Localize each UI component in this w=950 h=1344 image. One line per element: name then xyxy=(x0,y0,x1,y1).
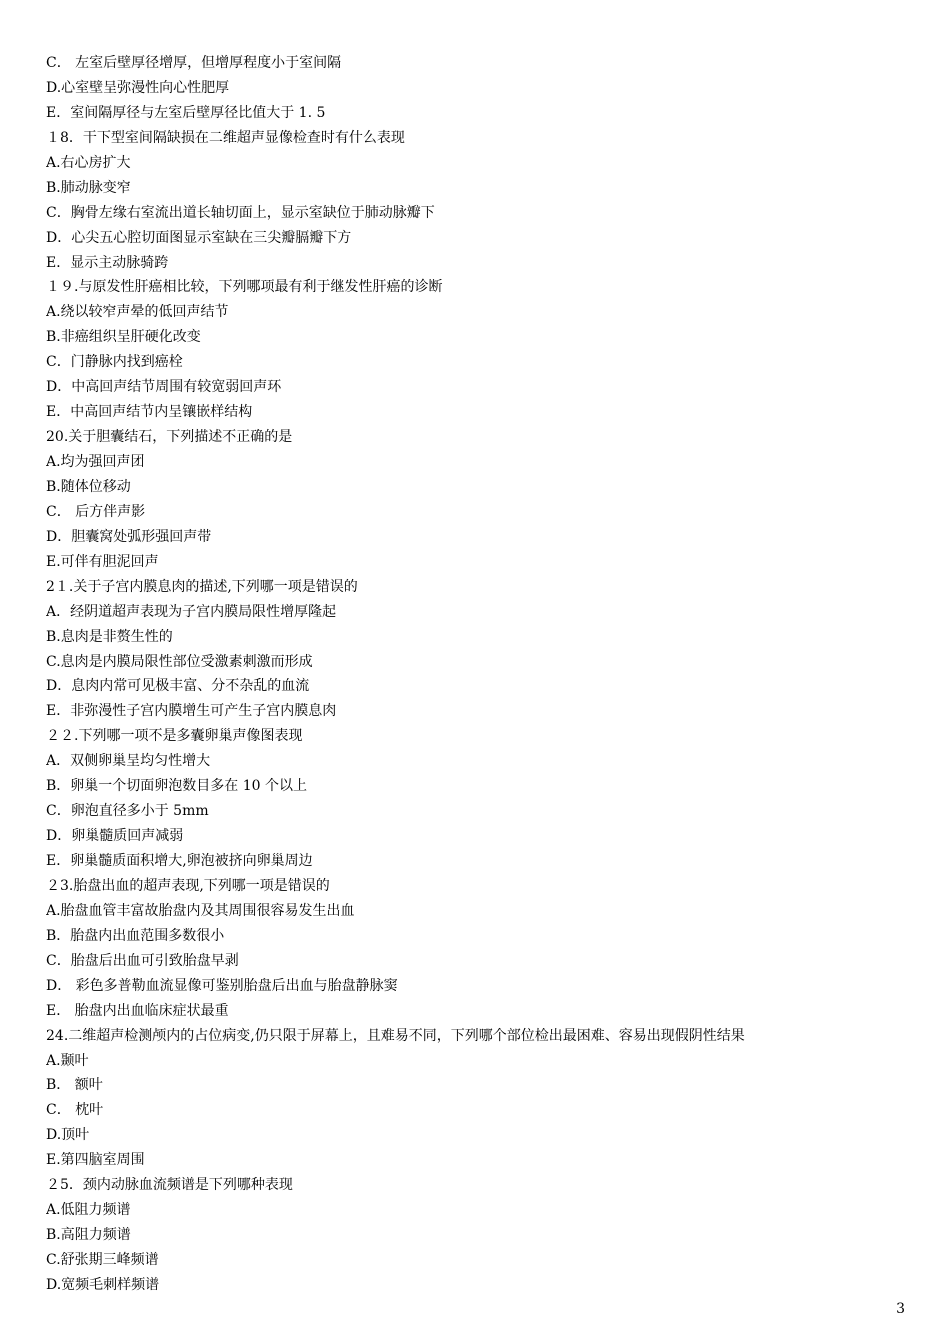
text-line: E．室间隔厚径与左室后壁厚径比值大于 1. 5 xyxy=(46,104,326,121)
answer-option: B.非癌组织呈肝硬化改变 xyxy=(46,329,201,346)
text-line: C． 左室后壁厚径增厚，但增厚程度小于室间隔 xyxy=(46,55,342,71)
answer-option: C.舒张期三峰频谱 xyxy=(46,1252,159,1268)
answer-option: A.右心房扩大 xyxy=(46,154,131,171)
answer-option: C．卵泡直径多小于 5mm xyxy=(46,803,209,820)
answer-option: D．胆囊窝处弧形强回声带 xyxy=(46,528,212,545)
answer-option: C．门静脉内找到癌栓 xyxy=(46,354,183,371)
question-stem: ２3.胎盘出血的超声表现,下列哪一项是错误的 xyxy=(46,877,330,894)
answer-option: B.肺动脉变窄 xyxy=(46,179,131,196)
answer-option: A.绕以较窄声晕的低回声结节 xyxy=(46,304,229,321)
question-stem: １９.与原发性肝癌相比较，下列哪项最有利于继发性肝癌的诊断 xyxy=(46,279,443,296)
answer-option: E.第四脑室周围 xyxy=(46,1152,145,1169)
answer-option: C．胎盘后出血可引致胎盘早剥 xyxy=(46,952,239,969)
question-stem: 2１.关于子宫内膜息肉的描述,下列哪一项是错误的 xyxy=(46,578,358,595)
answer-option: C.息肉是内膜局限性部位受激素刺激而形成 xyxy=(46,653,313,670)
page-number: 3 xyxy=(896,1301,905,1317)
answer-option: B.高阻力频谱 xyxy=(46,1227,131,1244)
answer-option: D．中高回声结节周围有较宽弱回声环 xyxy=(46,379,282,396)
answer-option: B．卵巢一个切面卵泡数目多在 10 个以上 xyxy=(46,778,308,795)
answer-option: D.顶叶 xyxy=(46,1127,90,1144)
answer-option: E． 胎盘内出血临床症状最重 xyxy=(46,1002,229,1019)
question-stem: 24.二维超声检测颅内的占位病变,仍只限于屏幕上，且难易不同，下列哪个部位检出最困难、容易出现假阴性结果 xyxy=(46,1027,745,1044)
answer-option: C．胸骨左缘右室流出道长轴切面上，显示室缺位于肺动脉瓣下 xyxy=(46,204,435,221)
answer-option: A.低阻力频谱 xyxy=(46,1202,131,1219)
answer-option: E.可伴有胆泥回声 xyxy=(46,553,159,570)
answer-option: A.均为强回声团 xyxy=(46,454,145,470)
answer-option: E．显示主动脉骑跨 xyxy=(46,254,169,271)
answer-option: D.宽频毛刺样频谱 xyxy=(46,1276,160,1293)
answer-option: D．息肉内常可见极丰富、分不杂乱的血流 xyxy=(46,678,310,695)
answer-option: B.息肉是非赘生性的 xyxy=(46,628,173,645)
answer-option: B.随体位移动 xyxy=(46,478,131,495)
text-line: D.心室壁呈弥漫性向心性肥厚 xyxy=(46,79,230,96)
answer-option: C． 枕叶 xyxy=(46,1102,104,1119)
answer-option: A．经阴道超声表现为子宫内膜局限性增厚隆起 xyxy=(46,603,337,620)
question-stem: １8．干下型室间隔缺损在二维超声显像检查时有什么表现 xyxy=(46,129,405,146)
answer-option: B．胎盘内出血范围多数很小 xyxy=(46,927,225,944)
answer-option: E．卵巢髓质面积增大,卵泡被挤向卵巢周边 xyxy=(46,853,313,869)
answer-option: A.胎盘血管丰富故胎盘内及其周围很容易发生出血 xyxy=(46,902,355,919)
question-stem: ２２.下列哪一项不是多囊卵巢声像图表现 xyxy=(46,728,303,745)
answer-option: D．卵巢髓质回声减弱 xyxy=(46,828,184,845)
answer-option: D． 彩色多普勒血流显像可鉴别胎盘后出血与胎盘静脉窦 xyxy=(46,977,398,994)
question-stem: 20.关于胆囊结石，下列描述不正确的是 xyxy=(46,429,293,446)
answer-option: E．中高回声结节内呈镶嵌样结构 xyxy=(46,404,253,421)
question-list xyxy=(46,51,906,1298)
answer-option: A.颞叶 xyxy=(46,1052,89,1069)
question-stem: ２5．颈内动脉血流频谱是下列哪种表现 xyxy=(46,1177,293,1194)
answer-option: E．非弥漫性子宫内膜增生可产生子宫内膜息肉 xyxy=(46,703,337,720)
answer-option: B． 额叶 xyxy=(46,1077,103,1094)
answer-option: C． 后方伴声影 xyxy=(46,503,146,520)
answer-option: D．心尖五心腔切面图显示室缺在三尖瓣膈瓣下方 xyxy=(46,229,352,246)
answer-option: A．双侧卵巢呈均匀性增大 xyxy=(46,753,211,770)
